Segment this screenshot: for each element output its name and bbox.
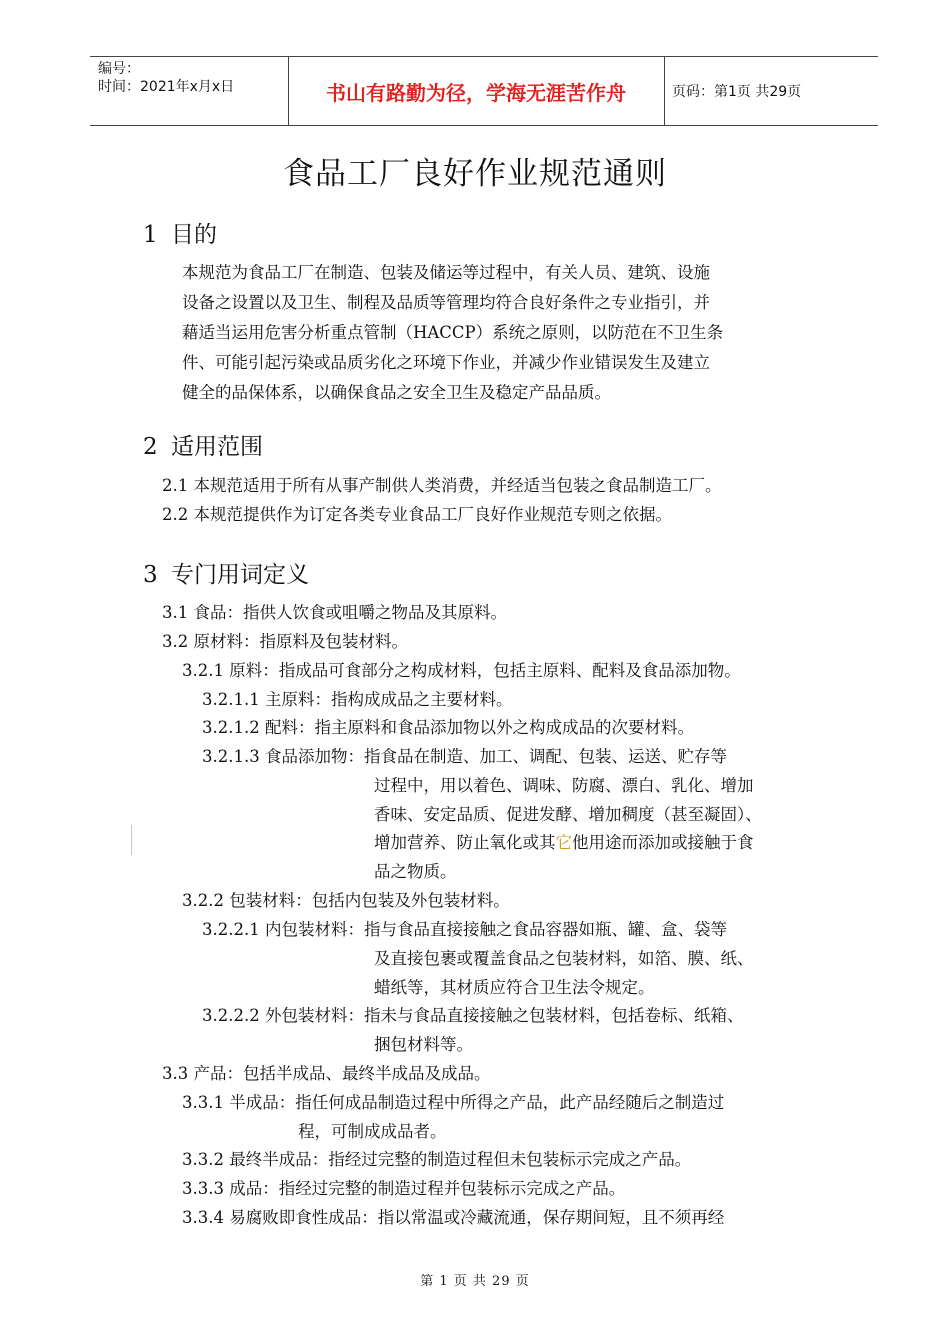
section-number: 3	[143, 562, 158, 588]
clause-3-2-1-1: 3.2.1.1 主原料：指构成成品之主要材料。	[202, 690, 513, 709]
text-run: 增加营养、防止氧化或其	[374, 833, 556, 852]
purpose-paragraph	[182, 258, 822, 408]
paragraph-line: 设备之设置以及卫生、制程及品质等管理均符合良好条件之专业指引，并	[182, 293, 710, 312]
section-title: 专门用词定义	[171, 562, 309, 588]
paragraph-line: 本规范为食品工厂在制造、包装及储运等过程中，有关人员、建筑、设施	[182, 263, 710, 282]
header-divider	[288, 57, 289, 125]
section-number: 2	[143, 434, 158, 460]
text-run: 他用途而添加或接触于食	[572, 833, 754, 852]
clause-continuation: 品之物质。	[374, 862, 457, 881]
clause-3-2-2-2: 3.2.2.2 外包装材料：指未与食品直接接触之包装材料，包括卷标、纸箱、	[202, 1006, 744, 1025]
page-header	[90, 56, 878, 126]
clause-3-3-1: 3.3.1 半成品：指任何成品制造过程中所得之产品，此产品经随后之制造过	[182, 1093, 725, 1112]
clause-3-2-2: 3.2.2 包装材料：包括内包装及外包装材料。	[182, 891, 510, 910]
clause-2-2: 2.2 本规范提供作为订定各类专业食品工厂良好作业规范专则之依据。	[162, 505, 672, 524]
clause-continuation: 捆包材料等。	[374, 1035, 473, 1054]
time-label: 时间：2021年x月x日	[98, 79, 235, 95]
header-motto: 书山有路勤为径，学海无涯苦作舟	[326, 80, 626, 105]
clause-continuation: 香味、安定品质、促进发酵、增加稠度（甚至凝固）、	[374, 805, 762, 824]
clause-3-3-4: 3.3.4 易腐败即食性成品：指以常温或冷藏流通，保存期间短，且不须再经	[182, 1208, 725, 1227]
text-cursor-mark	[131, 825, 132, 855]
section-title: 适用范围	[171, 434, 263, 460]
clause-3-3-2: 3.3.2 最终半成品：指经过完整的制造过程但未包装标示完成之产品。	[182, 1150, 692, 1169]
clause-3-1: 3.1 食品：指供人饮食或咀嚼之物品及其原料。	[162, 603, 507, 622]
paragraph-line: 健全的品保体系，以确保食品之安全卫生及稳定产品品质。	[182, 383, 611, 402]
paragraph-line: 件、可能引起污染或品质劣化之环境下作业，并减少作业错误发生及建立	[182, 353, 710, 372]
clause-continuation: 程，可制成成品者。	[298, 1122, 447, 1141]
clause-3-2-2-1: 3.2.2.1 内包装材料：指与食品直接接触之食品容器如瓶、罐、盒、袋等	[202, 920, 727, 939]
clause-continuation	[374, 828, 754, 858]
header-page-info: 页码：第1页 共29页	[672, 84, 802, 100]
number-label: 编号：	[98, 61, 140, 77]
section-heading-definitions	[143, 556, 309, 589]
section-number: 1	[143, 222, 158, 248]
section-heading-purpose	[143, 216, 217, 249]
clause-3-2-1-2: 3.2.1.2 配料：指主原料和食品添加物以外之构成成品的次要材料。	[202, 718, 694, 737]
highlighted-character: 它	[555, 833, 572, 852]
section-heading-scope	[143, 428, 263, 461]
header-divider	[664, 57, 665, 125]
section-title: 目的	[171, 222, 217, 248]
clause-3-3: 3.3 产品：包括半成品、最终半成品及成品。	[162, 1064, 491, 1083]
clause-continuation: 蜡纸等，其材质应符合卫生法令规定。	[374, 978, 655, 997]
clause-2-1: 2.1 本规范适用于所有从事产制供人类消费，并经适当包装之食品制造工厂。	[162, 476, 722, 495]
clause-3-2-1: 3.2.1 原料：指成品可食部分之构成材料，包括主原料、配料及食品添加物。	[182, 661, 741, 680]
document-title: 食品工厂良好作业规范通则	[283, 156, 667, 192]
header-meta	[90, 57, 288, 125]
clause-3-2: 3.2 原材料：指原料及包装材料。	[162, 632, 408, 651]
clause-continuation: 过程中，用以着色、调味、防腐、漂白、乳化、增加	[374, 776, 754, 795]
clause-continuation: 及直接包裹或覆盖食品之包装材料，如箔、膜、纸、	[374, 949, 754, 968]
clause-3-3-3: 3.3.3 成品：指经过完整的制造过程并包装标示完成之产品。	[182, 1179, 626, 1198]
page-footer: 第 1 页 共 29 页	[420, 1274, 530, 1289]
clause-3-2-1-3: 3.2.1.3 食品添加物：指食品在制造、加工、调配、包装、运送、贮存等	[202, 747, 727, 766]
paragraph-line: 藉适当运用危害分析重点管制（HACCP）系统之原则，以防范在不卫生条	[182, 323, 724, 342]
